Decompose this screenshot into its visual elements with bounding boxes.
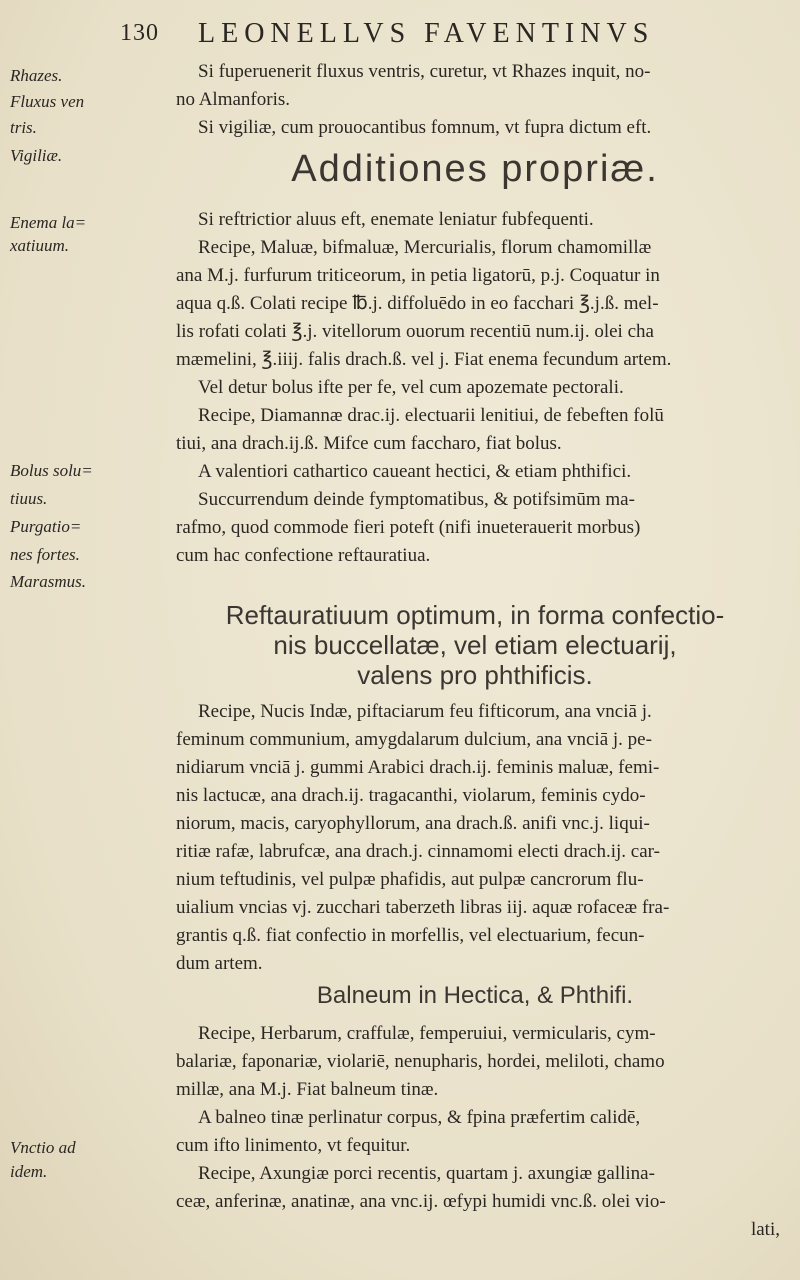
text-line: Si vigiliæ, cum prouocantibus fomnum, vt fupra dictum eft. bbox=[198, 117, 652, 138]
text-line: Vel detur bolus ifte per fe, vel cum apozemate pectorali. bbox=[198, 377, 624, 398]
text-line: Si reftrictior aluus eft, enemate leniatur fubfequenti. bbox=[198, 209, 594, 230]
heading-line: nis buccellatæ, vel etiam electuarij, bbox=[273, 630, 677, 660]
text-line: mæmelini, ℥.iiij. falis drach.ß. vel j. Fiat enema fecundum artem. bbox=[176, 349, 672, 370]
text-line: feminum communium, amygdalarum dulcium, ana vnciā j. pe- bbox=[176, 729, 652, 750]
margin-note: Bolus solu= bbox=[10, 461, 93, 480]
margin-note: Fluxus ven bbox=[10, 92, 85, 111]
text-line: cum ifto linimento, vt fequitur. bbox=[176, 1135, 411, 1156]
margin-note: tiuus. bbox=[10, 489, 48, 508]
margin-note: Vigiliæ. bbox=[10, 146, 63, 165]
text-line: uialium vncias vj. zucchari taberzeth libras iij. aquæ rofaceæ fra- bbox=[176, 897, 670, 918]
running-title: LEONELLVS FAVENTINVS bbox=[198, 18, 655, 49]
heading-line: Reftauratiuum optimum, in forma confectio- bbox=[225, 600, 725, 630]
text-line: A valentiori cathartico caueant hectici, & etiam phthifici. bbox=[198, 461, 632, 482]
text-line: millæ, ana M.j. Fiat balneum tinæ. bbox=[176, 1079, 439, 1100]
text-line: Recipe, Nucis Indæ, piftaciarum feu fifticorum, ana vnciā j. bbox=[198, 701, 652, 722]
text-line: Recipe, Maluæ, bifmaluæ, Mercurialis, florum chamomillæ bbox=[198, 237, 652, 258]
margin-note: Vnctio ad bbox=[10, 1138, 76, 1157]
text-line: Recipe, Diamannæ drac.ij. electuarii lenitiui, de febeften folū bbox=[198, 405, 664, 426]
text-line: nium teftudinis, vel pulpæ phafidis, aut pulpæ cancrorum flu- bbox=[176, 869, 644, 890]
paragraph-restaurativum bbox=[176, 698, 780, 978]
text-line: ritiæ rafæ, labrufcæ, ana drach.j. cinnamomi electi drach.ij. car- bbox=[176, 841, 660, 862]
text-line: nidiarum vnciā j. gummi Arabici drach.ij. feminis maluæ, femi- bbox=[176, 757, 660, 778]
text-line: balariæ, faponariæ, violariē, nenupharis, hordei, meliloti, chamo bbox=[176, 1051, 665, 1072]
text-line: A balneo tinæ perlinatur corpus, & fpina præfertim calidē, bbox=[198, 1107, 641, 1128]
text-line: niorum, macis, caryophyllorum, ana drach.ß. anifi vnc.j. liqui- bbox=[176, 813, 650, 834]
heading-line: valens pro phthificis. bbox=[357, 660, 593, 690]
margin-note: idem. bbox=[10, 1162, 48, 1181]
text-line: rafmo, quod commode fieri poteft (nifi inueterauerit morbus) bbox=[176, 517, 641, 538]
section-heading bbox=[150, 600, 800, 690]
margin-note: tris. bbox=[10, 118, 37, 137]
text-line: lis rofati colati ℥.j. vitellorum ouorum recentiū num.ij. olei cha bbox=[176, 321, 654, 342]
section-heading: Additiones propriæ. bbox=[291, 148, 659, 190]
text-line: ana M.j. furfurum triticeorum, in petia ligatorū, p.j. Coquatur in bbox=[176, 265, 660, 286]
text-line: Recipe, Axungiæ porci recentis, quartam j. axungiæ gallina- bbox=[198, 1163, 655, 1184]
margin-note: Marasmus. bbox=[10, 572, 87, 591]
text-line: Si fuperuenerit fluxus ventris, curetur, vt Rhazes inquit, no- bbox=[198, 61, 651, 82]
margin-note: Rhazes. bbox=[10, 66, 63, 85]
margin-note: nes fortes. bbox=[10, 545, 80, 564]
margin-note: Purgatio= bbox=[10, 517, 82, 536]
text-line: Succurrendum deinde fymptomatibus, & potifsimūm ma- bbox=[198, 489, 635, 510]
text-line: lati, bbox=[750, 1219, 780, 1240]
paragraph-enema bbox=[176, 206, 780, 570]
margin-note: Enema la= bbox=[10, 213, 87, 232]
text-line: aqua q.ß. Colati recipe ℔.j. diffoluēdo in eo facchari ℥.j.ß. mel- bbox=[176, 293, 659, 314]
margin-note: xatiuum. bbox=[10, 236, 70, 255]
text-line: no Almanforis. bbox=[176, 89, 290, 110]
text-line: nis lactucæ, ana drach.ij. tragacanthi, violarum, feminis cydo- bbox=[176, 785, 646, 806]
page-header bbox=[0, 12, 800, 52]
paragraph-rhazes bbox=[176, 58, 780, 142]
text-line: cum hac confectione reftauratiua. bbox=[176, 545, 431, 566]
page-number: 130 bbox=[120, 20, 159, 46]
text-line: ceæ, anferinæ, anatinæ, ana vnc.ij. œfypi humidi vnc.ß. olei vio- bbox=[176, 1191, 666, 1212]
paragraph-balneum bbox=[176, 1020, 780, 1244]
text-line: grantis q.ß. fiat confectio in morfellis, vel electuarium, fecun- bbox=[176, 925, 645, 946]
text-line: tiui, ana drach.ij.ß. Mifce cum faccharo, fiat bolus. bbox=[176, 433, 562, 454]
text-line: dum artem. bbox=[176, 953, 263, 974]
text-line: Recipe, Herbarum, craffulæ, femperuiui, vermicularis, cym- bbox=[198, 1023, 656, 1044]
section-heading: Balneum in Hectica, & Phthifi. bbox=[316, 982, 634, 1009]
